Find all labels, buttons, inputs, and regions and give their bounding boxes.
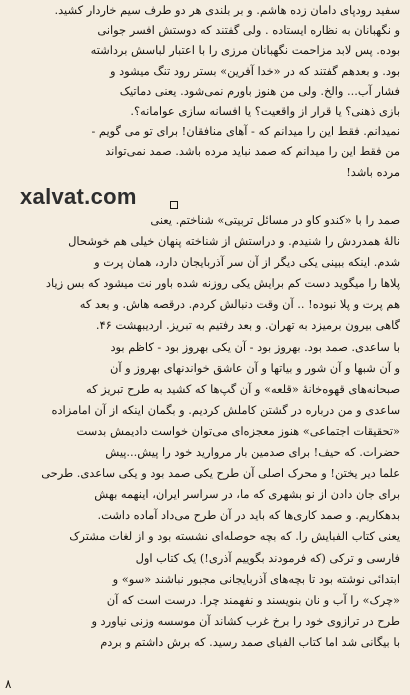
text-line: ابتدائی نوشته بود تا بچه‌های آذربایجانی مجبور نباشند «سو» و bbox=[112, 571, 400, 586]
text-line: سفید رودپای دامان زده هاشم. و بر بلندی هر دو طرف سیم خاردار کشید. bbox=[54, 3, 400, 17]
top-paragraph bbox=[8, 0, 400, 182]
text-line: یعنی کتاب الفبایش را. که بچه حوصله‌ای نشسته بود و از لغات مشترک bbox=[69, 529, 400, 544]
text-line: من فقط این را میدانم که صمد نباید مرده باشد. صمد نمی‌تواند bbox=[105, 144, 400, 159]
text-line: نالهٔ همدردش را شنیدم. و دراستش از شناخته پنهان خیلی هم خوشحال bbox=[68, 234, 400, 249]
text-line: گاهی بیرون برمیزد به تهران. و بعد رفتیم به تبریز. اردیبهشت ۴۶. bbox=[95, 318, 400, 333]
text-line: و نگهبانان به نظاره ایستاده . ولی گفتند که دوستش افسر جوانی bbox=[97, 23, 400, 38]
text-line: شدم. اینکه ببینی یکی دیگر از آن سر آذربایجان دارد، همان پرت و bbox=[94, 255, 400, 270]
text-line: هم پرت و پلا نبوده! .. آن وقت دنبالش کردم. درقصه هاش. و بعد که bbox=[79, 297, 400, 312]
text-line: علما دیر یختن! و محرک اصلی آن طرح یکی صمد بود و یکی ساعدی. طرحی bbox=[41, 466, 400, 481]
section-square-icon bbox=[170, 201, 178, 209]
text-line: مرده باشد! bbox=[346, 164, 400, 179]
text-line: ساعدی و من درباره در گشتن کاملش کردیم. و بگمان اینکه از آن امامزاده bbox=[51, 402, 400, 417]
text-line: با بیگانی شد اما کتاب الفبای صمد رسید. که برش داشتم و بردم bbox=[100, 634, 400, 649]
main-paragraph bbox=[8, 210, 400, 653]
text-line: «تحقیقات اجتماعی» هنوز معجزه‌ای می‌توان خواست دادیمش بدست bbox=[76, 423, 400, 438]
text-line: نمیدانم. فقط این را میدانم که - آهای منافقان! برای تو می گویم - bbox=[91, 124, 400, 139]
text-line: بوده. پس لابد مزاحمت نگهبانان مرزی را با اعتبار لباسش برداشته bbox=[90, 43, 400, 58]
text-line: و آن شبها و آن شور و بیاتها و آن عاشق خواندنهای بهروز و آن bbox=[110, 360, 400, 375]
text-line: بدهکاریم. و صمد کاری‌ها که باید در آن طرح می‌داد آماده داشت. bbox=[97, 508, 400, 523]
text-line: بود. و بعدهم گفتند که در «خدا آفرین» بستر رود تنگ میشود و bbox=[109, 63, 400, 78]
text-line: با ساعدی. صمد بود. بهروز بود - آن یکی بهروز بود - کاظم بود bbox=[110, 339, 400, 354]
page-number: ۸ bbox=[5, 677, 12, 691]
watermark-text: xalvat.com bbox=[20, 184, 137, 209]
text-line: بازی ذهنی؟ یا قرار از واقعیت؟ یا افسانه سازی عوامانه؟. bbox=[130, 103, 400, 118]
text-line: طرح در ترازوی خود را برخ غرب کشاند آن موسسه وزنی نیاورد و bbox=[91, 613, 400, 628]
text-line: صبحانه‌های قهوه‌خانهٔ «قلعه» و آن گپ‌ها که کشید به طرح تبریز که bbox=[85, 381, 400, 396]
text-line: حضرات. که حیف! برای صدمین بار مروارید خود را پیش...پیش bbox=[105, 445, 400, 460]
text-line: صمد را با «کندو کاو در مسائل تربیتی» شناختم. یعنی bbox=[150, 213, 400, 227]
text-line: فشار آب... والخ. ولی من هنوز باورم نمی‌شود. یعنی دماتیک bbox=[119, 83, 400, 98]
text-line: برای جان دادن از نو بشهری که ما، در سراسر ایران، اینهمه بهش bbox=[94, 487, 400, 502]
text-line: فارسی و ترکی (که فرمودند بگوییم آذری!) یک کتاب اول bbox=[135, 550, 400, 565]
text-line: «چرک» را آب و نان بنویسند و نفهمند چرا. درست است که آن bbox=[106, 592, 400, 607]
text-line: پلاها را میگوید دست کم برایش یکی روزنه شده باور نت میشود که بس زیاد bbox=[45, 276, 400, 291]
